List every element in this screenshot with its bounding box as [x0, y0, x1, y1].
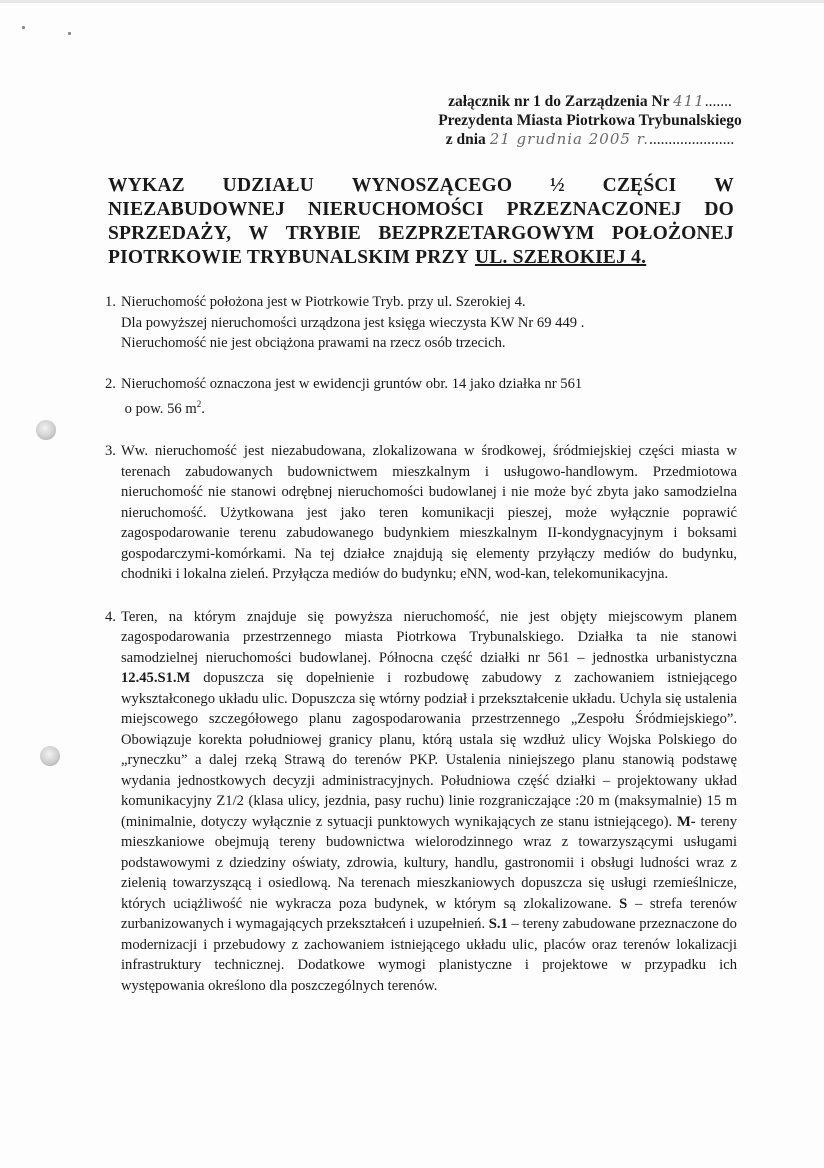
scan-speck — [68, 32, 71, 35]
title-line-4 — [108, 246, 734, 270]
dotted-fill: ....... — [704, 93, 732, 110]
header-line-3-text: z dnia — [445, 131, 490, 148]
item-list — [105, 292, 737, 1016]
header-line-2: Prezydenta Miasta Piotrkowa Trybunalskiego — [438, 112, 742, 129]
item-text: Nieruchomość nie jest obciążona prawami na rzecz osób trzecich. — [121, 335, 506, 351]
title-word: ½ — [550, 175, 565, 196]
zone-code: M- — [677, 813, 696, 830]
title-word: UDZIAŁU — [222, 175, 314, 196]
dotted-fill: ...................... — [648, 131, 735, 148]
item-text — [121, 394, 737, 419]
scan-top-edge — [0, 0, 824, 3]
title-line-2 — [108, 198, 734, 222]
area-unit-exponent: 2 — [196, 399, 202, 409]
title-word: BEZPRZETARGOWYM — [378, 223, 595, 244]
title-word: DO — [704, 199, 734, 220]
list-item — [105, 374, 737, 420]
title-word: PRZEZNACZONEJ — [506, 199, 682, 220]
text-run: tereny mieszkaniowe obejmują tereny budownictwa wielorodzinnego wraz z towarzyszącymi usługami podstawowymi z dziedziny oświaty, zdrowia, kultury, handlu, gastronomii i obsługi ludności wraz z zielenią towarzyszącą i osiedlową. Na terenach mieszkaniowych dopuszcza się usługi rzemieślnicze, których uciążliwość nie wykracza poza budynek, w którym są zlokalizowane. — [121, 813, 737, 912]
scan-speck — [22, 26, 25, 29]
item-number: 2. — [105, 375, 116, 392]
text-run: dopuszcza się dopełnienie i rozbudowę zabudowy z zachowaniem istniejącego wykształconego układu ulic. Dopuszcza się wtórny podział i przekształcenie układu. Uchyla się ustalenia miejscowego szczegółowego planu zagospodarowania przestrzennego „Zespołu Śródmiejskiego”. Obowiązuje korekta południowej granicy planu, którą ustala się wzdłuż ulicy Wojska Polskiego do „ryneczku” a dalej rzeką Strawą do terenów PKP. Ustalenia niniejszego planu stanowią podstawę wydania jednostkowych decyzji administracyjnych. Południowa część działki – projektowany układ komunikacyjny Z1/2 (klasa ulicy, jezdnia, pasy ruchu) linie rozgraniczające :20 m (maksymalnie) 15 m (minimalnie, dotyczy wyłącznie z sytuacji punktowych wynikających ze stanu istniejącego). — [121, 670, 737, 830]
item-text — [121, 607, 737, 997]
title-word: CZĘŚCI — [602, 175, 677, 196]
title-line-1 — [108, 174, 734, 198]
street-address-underlined: UL. SZEROKIEJ 4. — [475, 247, 647, 268]
title-word: W — [248, 223, 269, 244]
document-title — [108, 174, 734, 270]
title-word: WYNOSZĄCEGO — [351, 175, 513, 196]
title-word: NIERUCHOMOŚCI — [307, 199, 484, 220]
list-item — [105, 441, 737, 585]
title-word: NIEZABUDOWNEJ — [108, 199, 286, 220]
list-item — [105, 607, 737, 997]
header-line-1-text: załącznik nr 1 do Zarządzenia Nr — [448, 93, 674, 110]
title-word: SPRZEDAŻY, — [108, 223, 232, 244]
item-text: Nieruchomość oznaczona jest w ewidencji gruntów obr. 14 jako działka nr 561 — [121, 375, 583, 392]
zone-code: S — [619, 895, 628, 912]
date-handwritten: 21 grudnia 2005 r. — [489, 130, 649, 148]
order-number-handwritten: 411 — [673, 92, 705, 110]
title-word: POŁOŻONEJ — [611, 223, 734, 244]
punch-hole-icon — [40, 746, 60, 766]
title-word: W — [714, 175, 734, 196]
list-item — [105, 292, 737, 354]
title-word: TRYBIE — [285, 223, 362, 244]
attachment-header — [400, 92, 780, 149]
text-run: – strefa terenów zurbanizowanych i wymagających przekształceń i uzupełnień. — [121, 895, 738, 933]
item-number: 4. — [105, 608, 116, 625]
punctuation: . — [201, 400, 205, 417]
item-number: 1. — [105, 294, 116, 310]
title-text: PIOTRKOWIE TRYBUNALSKIM PRZY — [108, 247, 470, 268]
text-run: – tereny zabudowane przeznaczone do modernizacji i przebudowy z zachowaniem istniejącego układu ulic, placów oraz terenów lokalizacji infrastruktury technicznej. Dodatkowe wymogi planistyczne i projektowe w przypadku ich występowania określono dla poszczególnych terenów. — [121, 916, 737, 994]
title-line-3 — [108, 222, 734, 246]
text-run: Teren, na którym znajduje się powyższa nieruchomość, nie jest objęty miejscowym planem zagospodarowania przestrzennego miasta Piotrkowa Trybunalskiego. Działka ta nie stanowi samodzielnej nieruchomości budowlanej. Północna część działki nr 561 – jednostka urbanistyczna — [121, 608, 737, 666]
area-value: o pow. 56 m — [124, 400, 197, 417]
zone-code: S.1 — [488, 916, 508, 933]
item-text: Dla powyższej nieruchomości urządzona jest księga wieczysta KW Nr 69 449 . — [121, 314, 585, 331]
item-number: 3. — [105, 443, 116, 460]
item-text: Nieruchomość położona jest w Piotrkowie Tryb. przy ul. Szerokiej 4. — [121, 294, 526, 310]
header-line-1 — [400, 92, 780, 111]
item-text: Ww. nieruchomość jest niezabudowana, zlokalizowana w środkowej, śródmiejskiej części miasta w terenach zabudowanych budownictwem mieszkalnym i usługowo-handlowym. Przedmiotowa nieruchomość nie stanowi odrębnej nieruchomości budowlanej i nie może być zbyta jako samodzielna nieruchomość. Użytkowana jest jako teren komunikacji pieszej, może wyłącznie poprawić zagospodarowanie terenu zabudowanego budynkiem mieszkalnym II-kondygnacyjnym i boksami gospodarczymi-komórkami. Na tej działce znajdują się elementy przyłączy mediów do budynku, chodniki i lokalna zieleń. Przyłącza mediów do budynku; eNN, wod-kan, telekomunikacyjna. — [121, 443, 737, 583]
urban-unit-code: 12.45.S1.M — [121, 670, 191, 687]
title-word: WYKAZ — [108, 175, 185, 196]
punch-hole-icon — [36, 420, 56, 440]
header-line-3 — [400, 130, 780, 149]
